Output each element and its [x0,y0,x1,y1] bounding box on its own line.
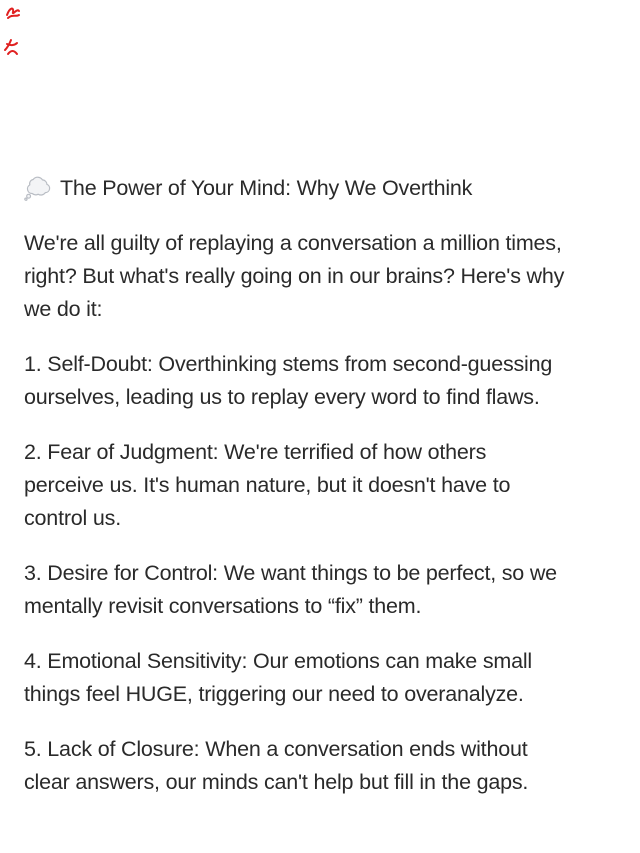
list-item-fear-of-judgment [24,436,616,535]
list-item-line: perceive us. It's human nature, but it doesn't have to [24,473,511,497]
intro-line: we do it: [24,297,103,321]
list-item-line: things feel HUGE, triggering our need to overanalyze. [24,682,524,706]
list-item-line: 3. Desire for Control: We want things to be perfect, so we [24,561,557,585]
list-item-line: control us. [24,506,121,530]
thought-balloon-icon [24,176,51,201]
list-item-line: mentally revisit conversations to “fix” them. [24,594,422,618]
intro-line: We're all guilty of replaying a conversation a million times, [24,231,562,255]
intro-paragraph [24,227,616,326]
list-item-line: 5. Lack of Closure: When a conversation ends without [24,737,528,761]
post-title [24,172,616,205]
list-item-lack-of-closure [24,733,616,799]
list-item-line: 1. Self-Doubt: Overthinking stems from second-guessing [24,352,553,376]
post-title-text: The Power of Your Mind: Why We Overthink [60,176,473,200]
list-item-line: 2. Fear of Judgment: We're terrified of how others [24,440,487,464]
list-item-line: ourselves, leading us to replay every word to find flaws. [24,385,540,409]
intro-line: right? But what's really going on in our brains? Here's why [24,264,565,288]
list-item-self-doubt [24,348,616,414]
list-item-line: 4. Emotional Sensitivity: Our emotions can make small [24,649,532,673]
list-item-desire-for-control [24,557,616,623]
list-item-emotional-sensitivity [24,645,616,711]
list-item-line: clear answers, our minds can't help but fill in the gaps. [24,770,529,794]
